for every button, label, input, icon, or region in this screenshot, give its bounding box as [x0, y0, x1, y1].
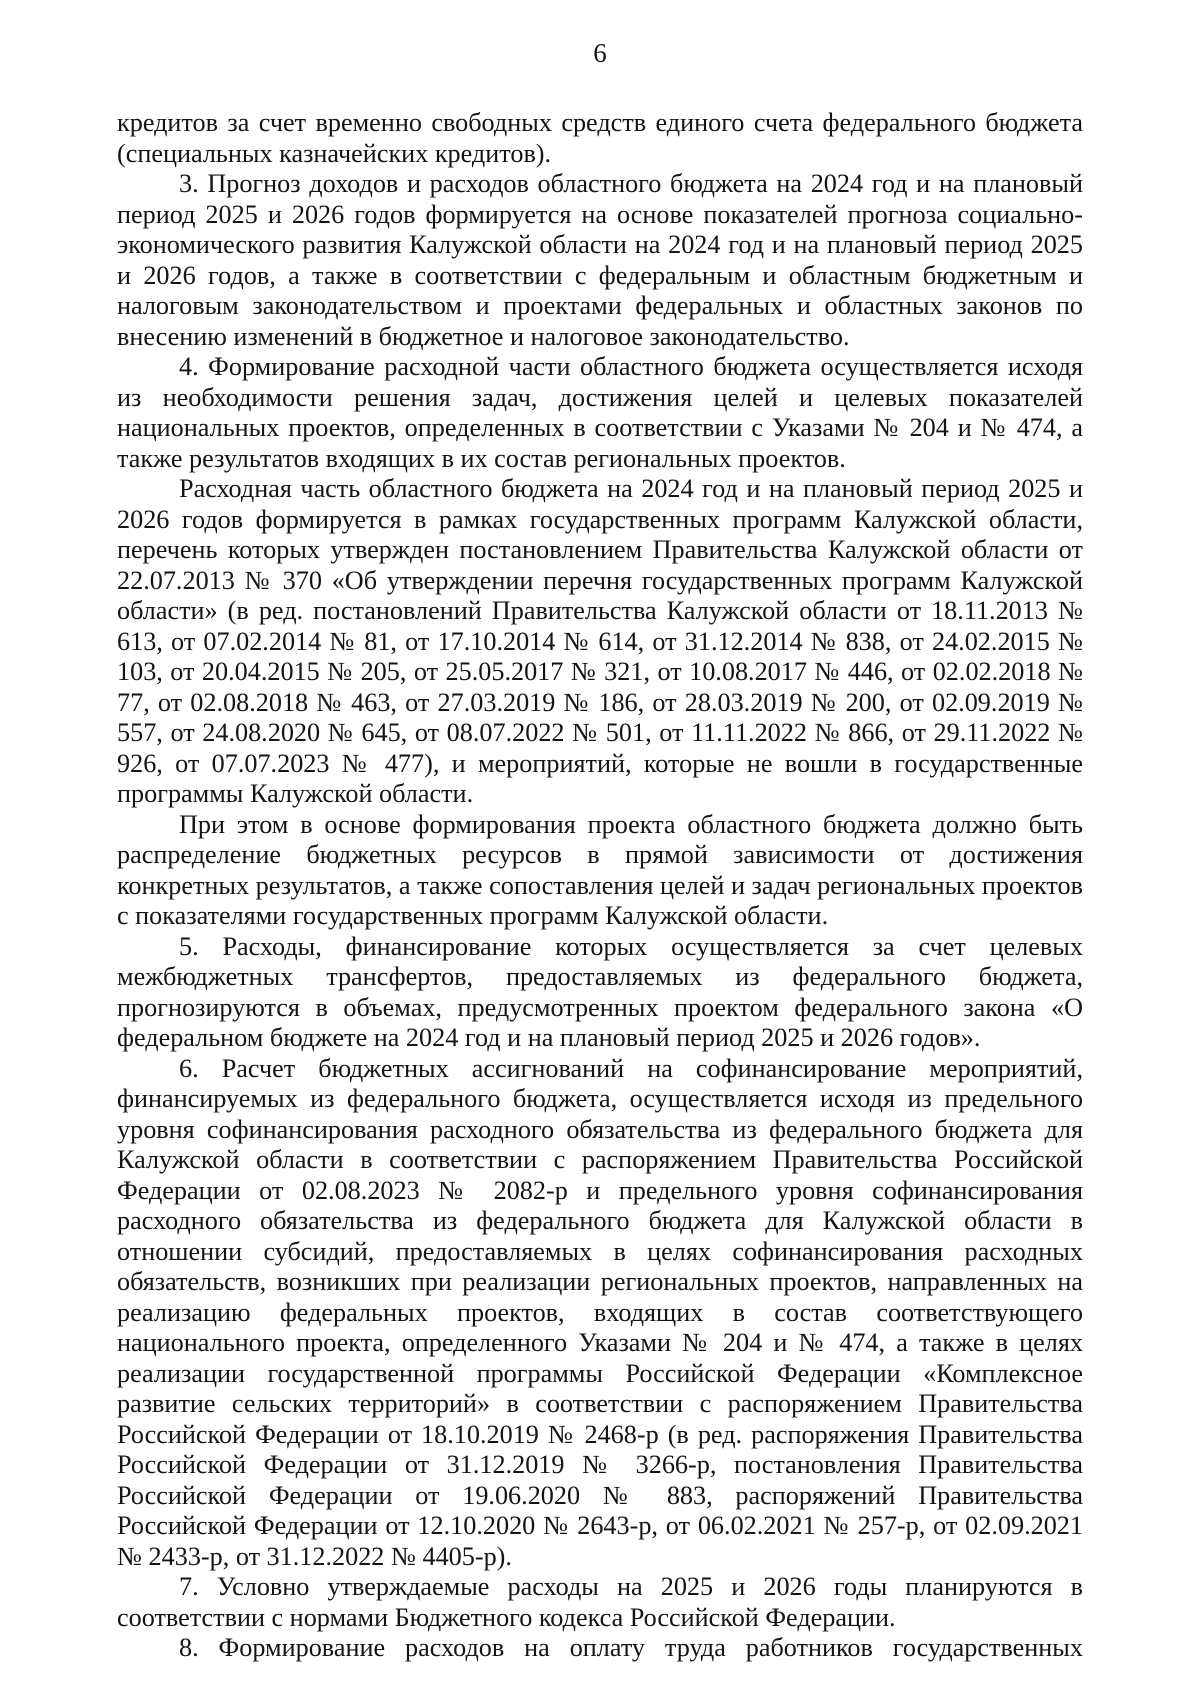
paragraph-5-transfers: 5. Расходы, финансирование которых осуществляется за счет целевых межбюджетных трансфертов, предоставляемых из федерального бюджета, прогнозируются в объемах, предусмотренных проектом федерального закона «О федеральном бюджете на 2024 год и на плановый период 2025 и 2026 годов». [117, 931, 1083, 1052]
document-body [117, 108, 1083, 1664]
paragraph-7-conditional-expenses: 7. Условно утверждаемые расходы на 2025 и 2026 годы планируются в соответствии с нормами Бюджетного кодекса Российской Федерации. [117, 1572, 1083, 1632]
paragraph-6-cofinancing: 6. Расчет бюджетных ассигнований на софинансирование мероприятий, финансируемых из федерального бюджета, осуществляется исходя из предельного уровня софинансирования расходного обязательства из федерального бюджета для Калужской области в соответствии с распоряжением Правительства Российской Федерации от 02.08.2023 № 2082-р и предельного уровня софинансирования расходного обязательства из федерального бюджета для Калужской области в отношении субсидий, предоставляемых в целях софинансирования расходных обязательств, возникших при реализации региональных проектов, направленных на реализацию федеральных проектов, входящих в состав соответствующего национального проекта, определенного Указами № 204 и № 474, а также в целях реализации государственной программы Российской Федерации «Комплексное развитие сельских территорий» в соответствии с распоряжением Правительства Российской Федерации от 18.10.2019 № 2468-р (в ред. распоряжения Правительства Российской Федерации от 31.12.2019 № 3266-р, постановления Правительства Российской Федерации от 19.06.2020 № 883, распоряжений Правительства Российской Федерации от 12.10.2020 № 2643-р, от 06.02.2021 № 257-р, от 02.09.2021 № 2433-р, от 31.12.2022 № 4405-р). [117, 1053, 1083, 1571]
paragraph-4-expenditure-formation: 4. Формирование расходной части областного бюджета осуществляется исходя из необходимости решения задач, достижения целей и целевых показателей национальных проектов, определенных в соответствии с Указами № 204 и № 474, а также результатов входящих в их состав региональных проектов. [117, 352, 1083, 473]
paragraph-3-revenue-forecast: 3. Прогноз доходов и расходов областного бюджета на 2024 год и на плановый период 2025 и 2026 годов формируется на основе показателей прогноза социально-экономического развития Калужской области на 2024 год и на плановый период 2025 и 2026 годов, а также в соответствии с федеральным и областным бюджетным и налоговым законодательством и проектами федеральных и областных законов по внесению изменений в бюджетное и налоговое законодательство. [117, 169, 1083, 351]
paragraph-state-programs: Расходная часть областного бюджета на 2024 год и на плановый период 2025 и 2026 годов формируется в рамках государственных программ Калужской области, перечень которых утвержден постановлением Правительства Калужской области от 22.07.2013 № 370 «Об утверждении перечня государственных программ Калужской области» (в ред. постановлений Правительства Калужской области от 18.11.2013 № 613, от 07.02.2014 № 81, от 17.10.2014 № 614, от 31.12.2014 № 838, от 24.02.2015 № 103, от 20.04.2015 № 205, от 25.05.2017 № 321, от 10.08.2017 № 446, от 02.02.2018 № 77, от 02.08.2018 № 463, от 27.03.2019 № 186, от 28.03.2019 № 200, от 02.09.2019 № 557, от 24.08.2020 № 645, от 08.07.2022 № 501, от 11.11.2022 № 866, от 29.11.2022 № 926, от 07.07.2023 № 477), и мероприятий, которые не вошли в государственные программы Калужской области. [117, 474, 1083, 808]
paragraph-continued: кредитов за счет временно свободных средств единого счета федерального бюджета (специальных казначейских кредитов). [117, 108, 1083, 168]
paragraph-resource-distribution: При этом в основе формирования проекта областного бюджета должно быть распределение бюджетных ресурсов в прямой зависимости от достижения конкретных результатов, а также сопоставления целей и задач региональных проектов с показателями государственных программ Калужской области. [117, 809, 1083, 930]
paragraph-8-labor-costs: 8. Формирование расходов на оплату труда работников государственных [179, 1633, 1083, 1662]
page-number: 6 [593, 38, 607, 68]
